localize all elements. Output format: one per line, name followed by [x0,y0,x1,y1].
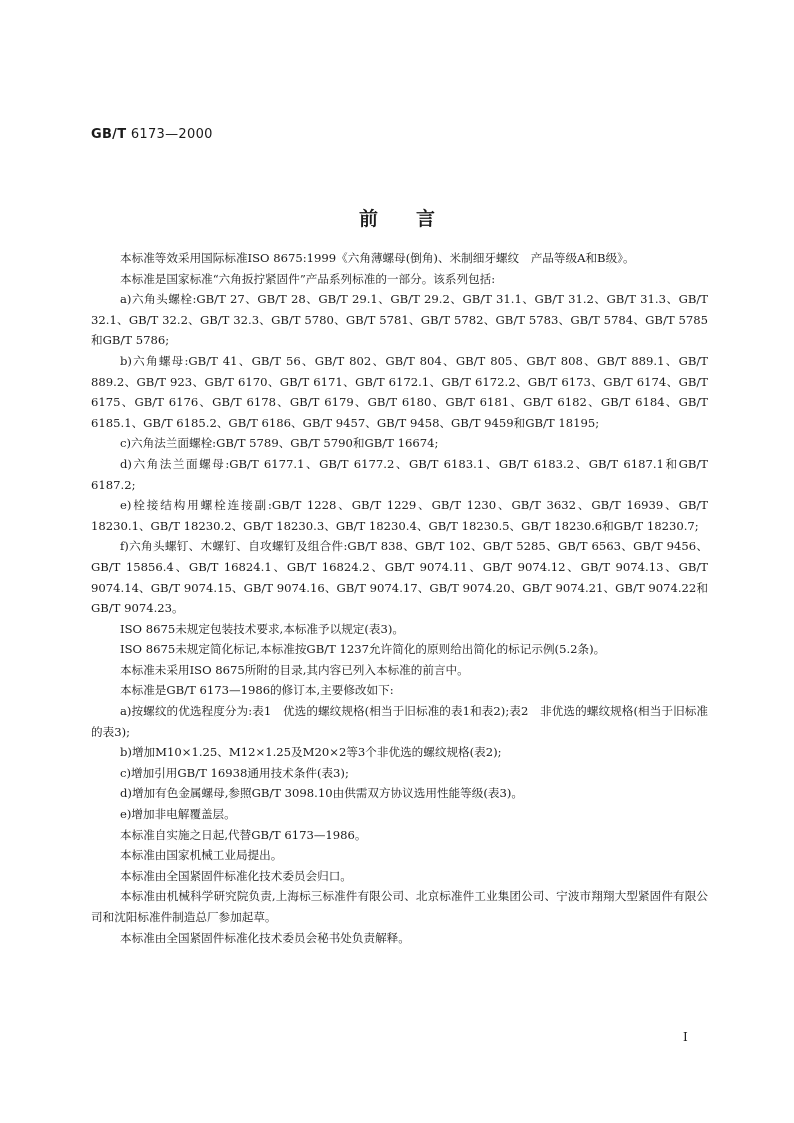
paragraph: 本标准由全国紧固件标准化技术委员会归口。 [120,868,352,883]
paragraph: b)六角螺母:GB/T 41、GB/T 56、GB/T 802、GB/T 804、GB/T 805、GB/T 808、GB/T 889.1、GB/T 889.2、GB/T 923、GB/T 6170、GB/T 6171、GB/T 6172.1、GB/T 6172.2、GB/T 6173、GB/T 6174、GB/T 6175、GB/T 6176、GB/T 6178、GB/T 6179、GB/T 6180、GB/T 6181、GB/T 6182、GB/T 6184、GB/T 6185.1、GB/T 6185.2、GB/T 6186、GB/T 9457、GB/T 9458、GB/T 9459和GB/T 18195; [91,353,708,430]
foreword-body [91,248,708,948]
paragraph: a)六角头螺栓:GB/T 27、GB/T 28、GB/T 29.1、GB/T 29.2、GB/T 31.1、GB/T 31.2、GB/T 31.3、GB/T 32.1、GB/T 32.2、GB/T 32.3、GB/T 5780、GB/T 5781、GB/T 5782、GB/T 5783、GB/T 5784、GB/T 5785和GB/T 5786; [91,292,708,348]
standard-code [91,127,213,142]
paragraph: e)栓接结构用螺栓连接副:GB/T 1228、GB/T 1229、GB/T 1230、GB/T 3632、GB/T 16939、GB/T 18230.1、GB/T 18230.2、GB/T 18230.3、GB/T 18230.4、GB/T 18230.5、GB/T 18230.6和GB/T 18230.7; [91,498,708,533]
paragraph: ISO 8675未规定包装技术要求,本标准予以规定(表3)。 [120,621,405,636]
paragraph: e)增加非电解覆盖层。 [120,807,236,822]
page-number: I [683,1030,688,1044]
paragraph: 本标准由机械科学研究院负责,上海标三标准件有限公司、北京标准件工业集团公司、宁波市翔翔大型紧固件有限公司和沈阳标准件制造总厂参加起草。 [91,889,708,924]
paragraph: c)六角法兰面螺栓:GB/T 5789、GB/T 5790和GB/T 16674; [120,436,439,451]
paragraph: d)六角法兰面螺母:GB/T 6177.1、GB/T 6177.2、GB/T 6183.1、GB/T 6183.2、GB/T 6187.1和GB/T 6187.2; [91,456,708,492]
paragraph: 本标准是国家标准“六角扳拧紧固件”产品系列标准的一部分。该系列包括: [120,271,496,286]
paragraph: b)增加M10×1.25、M12×1.25及M20×2等3个非优选的螺纹规格(表2); [120,745,502,760]
standard-code-number: 6173—2000 [130,127,213,142]
paragraph: a)按螺纹的优选程度分为:表1 优选的螺纹规格(相当于旧标准的表1和表2);表2 非优选的螺纹规格(相当于旧标准的表3); [91,704,708,739]
page-title: 前言 [358,208,473,230]
paragraph: 本标准未采用ISO 8675所附的目录,其内容已列入本标准的前言中。 [120,662,469,677]
paragraph: c)增加引用GB/T 16938通用技术条件(表3); [120,765,349,780]
paragraph: ISO 8675未规定简化标记,本标准按GB/T 1237允许简化的原则给出简化的标记示例(5.2条)。 [120,642,606,657]
paragraph: 本标准等效采用国际标准ISO 8675:1999《六角薄螺母(倒角)、米制细牙螺纹 产品等级A和B级》。 [120,251,635,265]
paragraph: f)六角头螺钉、木螺钉、自攻螺钉及组合件:GB/T 838、GB/T 102、GB/T 5285、GB/T 6563、GB/T 9456、GB/T 15856.4、GB/T 16824.1、GB/T 16824.2、GB/T 9074.11、GB/T 9074.12、GB/T 9074.13、GB/T 9074.14、GB/T 9074.15、GB/T 9074.16、GB/T 9074.17、GB/T 9074.20、GB/T 9074.21、GB/T 9074.22和GB/T 9074.23。 [91,539,708,616]
paragraph: 本标准是GB/T 6173—1986的修订本,主要修改如下: [120,683,394,698]
paragraph: 本标准由国家机械工业局提出。 [120,848,283,863]
paragraph: 本标准自实施之日起,代替GB/T 6173—1986。 [120,827,367,842]
paragraph: 本标准由全国紧固件标准化技术委员会秘书处负责解释。 [120,930,410,945]
paragraph: d)增加有色金属螺母,参照GB/T 3098.10由供需双方协议选用性能等级(表3)。 [120,786,523,801]
standard-code-prefix: GB/T [91,127,127,142]
